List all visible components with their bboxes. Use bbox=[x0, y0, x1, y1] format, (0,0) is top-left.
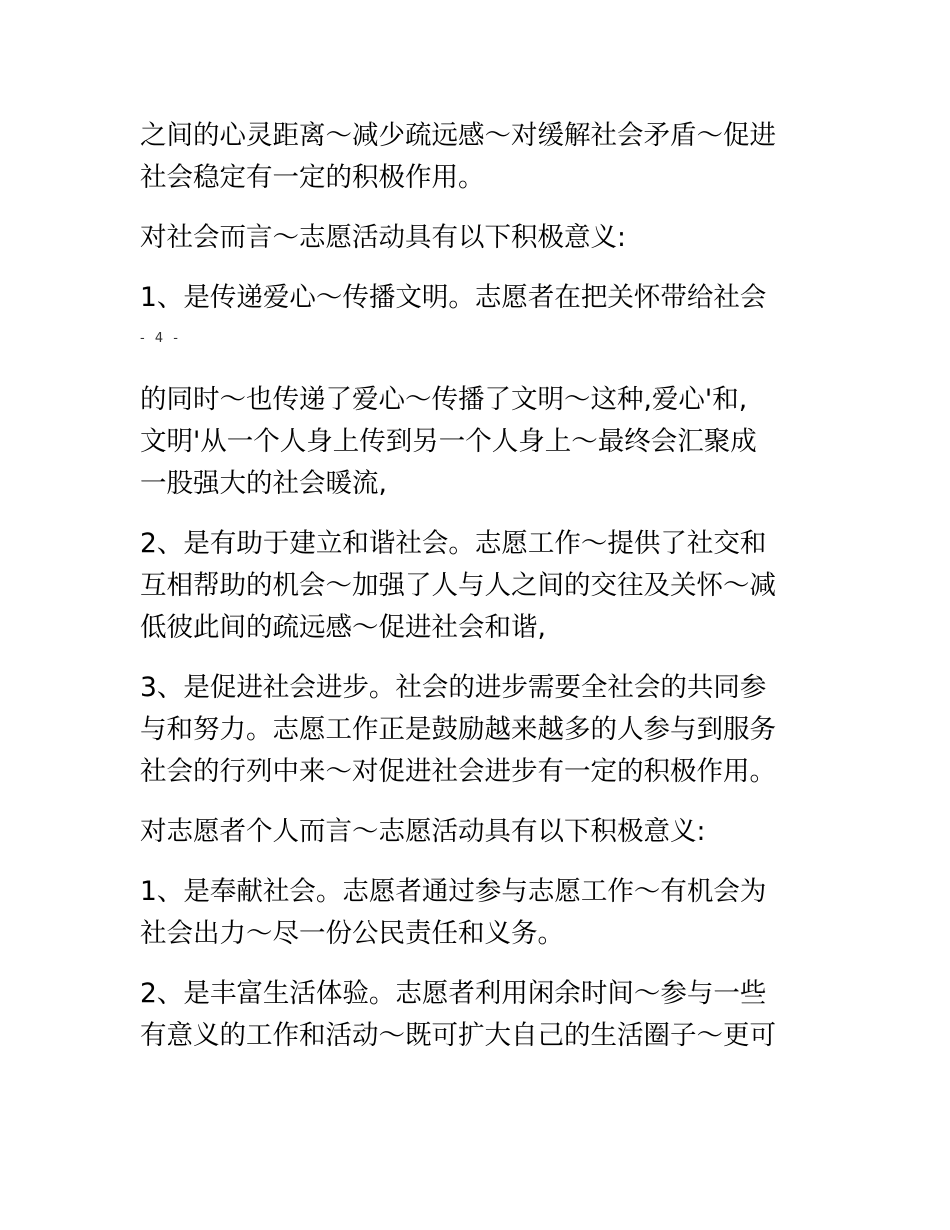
text-line: 2、是丰富生活体验。志愿者利用闲余时间～参与一些 bbox=[140, 978, 767, 1009]
text-line: 文明'从一个人身上传到另一个人身上～最终会汇聚成 bbox=[140, 426, 757, 457]
text-line: 与和努力。志愿工作正是鼓励越来越多的人参与到服务 bbox=[140, 714, 776, 745]
paragraph-8 bbox=[140, 871, 830, 955]
text-line: 有意义的工作和活动～既可扩大自己的生活圈子～更可 bbox=[140, 1020, 776, 1051]
text-line: 1、是传递爱心～传播文明。志愿者在把关怀带给社会 bbox=[140, 282, 767, 313]
page-number: - 4 - bbox=[140, 331, 181, 346]
text-line: 之间的心灵距离～减少疏远感～对缓解社会矛盾～促进 bbox=[140, 120, 776, 151]
text-line: 对志愿者个人而言～志愿活动具有以下积极意义: bbox=[140, 816, 706, 847]
text-line: 1、是奉献社会。志愿者通过参与志愿工作～有机会为 bbox=[140, 876, 767, 907]
paragraph-3 bbox=[140, 277, 830, 319]
text-line: 3、是促进社会进步。社会的进步需要全社会的共同参 bbox=[140, 672, 767, 703]
text-line: 低彼此间的疏远感～促进社会和谐, bbox=[140, 612, 546, 643]
text-line: 社会的行列中来～对促进社会进步有一定的积极作用。 bbox=[140, 756, 776, 787]
text-line: 社会出力～尽一份公民责任和义务。 bbox=[140, 918, 564, 949]
paragraph-6 bbox=[140, 667, 830, 793]
paragraph-1 bbox=[140, 115, 830, 199]
text-line: 2、是有助于建立和谐社会。志愿工作～提供了社交和 bbox=[140, 528, 767, 559]
paragraph-9 bbox=[140, 973, 830, 1057]
text-line: 的同时～也传递了爱心～传播了文明～这种,爱心'和, bbox=[140, 384, 748, 415]
paragraph-5 bbox=[140, 523, 830, 649]
paragraph-2 bbox=[140, 217, 830, 259]
text-line: 社会稳定有一定的积极作用。 bbox=[140, 162, 485, 193]
paragraph-4 bbox=[140, 379, 830, 505]
text-line: 一股强大的社会暖流, bbox=[140, 468, 387, 499]
text-line: 对社会而言～志愿活动具有以下积极意义: bbox=[140, 222, 626, 253]
document-page bbox=[140, 115, 830, 1075]
paragraph-7 bbox=[140, 811, 830, 853]
text-line: 互相帮助的机会～加强了人与人之间的交往及关怀～减 bbox=[140, 570, 776, 601]
